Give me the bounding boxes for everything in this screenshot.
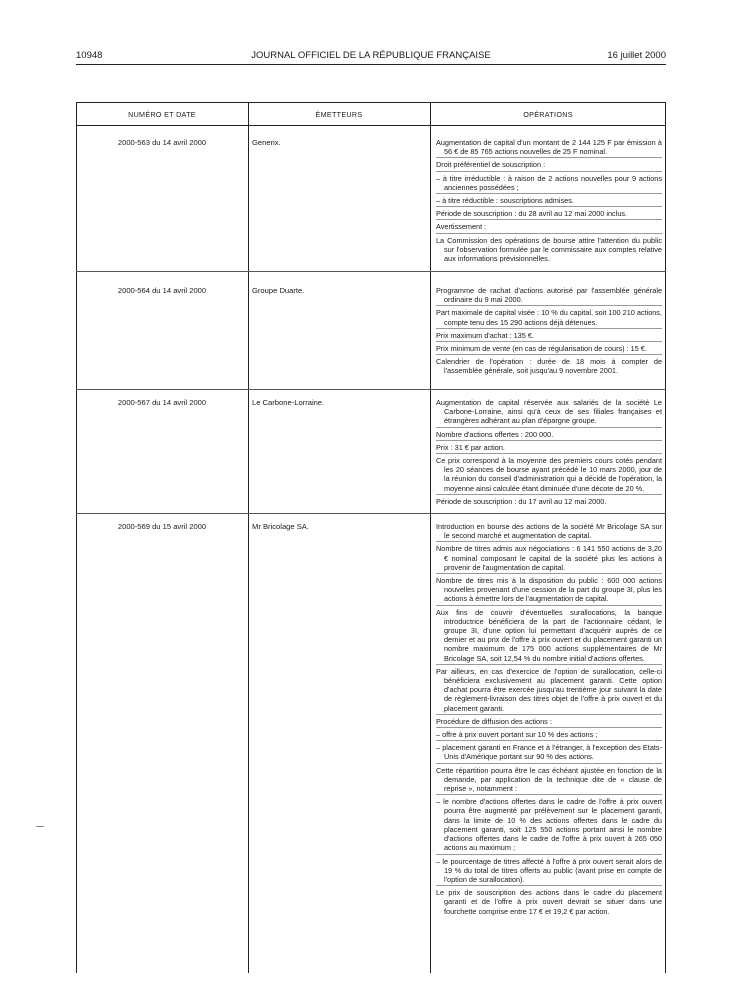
table-row (76, 393, 666, 514)
entry-operations (436, 398, 662, 509)
margin-mark (36, 826, 44, 827)
operation-line: Nombre d'actions offertes : 200 000. (436, 430, 662, 441)
entry-number-date: 2000-567 du 14 avril 2000 (117, 398, 207, 407)
entry-operations (436, 138, 662, 266)
operation-line: Part maximale de capital visée : 10 % du capital, soit 100 210 actions, compte tenu des 15 290 actions déjà détenues. (436, 308, 662, 328)
operation-line: – à titre irréductible : à raison de 2 actions nouvelles pour 9 actions anciennes possédées ; (436, 174, 662, 194)
operation-line: – offre à prix ouvert portant sur 10 % des actions ; (436, 730, 662, 741)
operation-line: La Commission des opérations de bourse attire l'attention du public sur l'observation formulée par le commissaire aux comptes relative aux informations prévisionnelles. (436, 235, 662, 264)
operation-line: Prix maximum d'achat : 135 €. (436, 331, 662, 342)
column-header-emetteurs: ÉMETTEURS (315, 110, 363, 119)
operation-line: Programme de rachat d'actions autorisé par l'assemblée générale ordinaire du 9 mai 2000. (436, 286, 662, 306)
operation-line: Le prix de souscription des actions dans le cadre du placement garanti et de l'offre à prix ouvert devrait se situer dans une fourchette comprise entre 17 € et 19,2 € par action. (436, 888, 662, 916)
entry-number-date: 2000-563 du 14 avril 2000 (117, 138, 207, 147)
entry-emitter: Generix. (252, 138, 281, 147)
operation-line: Nombre de titres admis aux négociations : 6 141 550 actions de 3,20 € nominal composant le capital de la société plus les actions à provenir de l'augmentation de capital. (436, 544, 662, 574)
operation-line: Par ailleurs, en cas d'exercice de l'option de surallocation, celle-ci bénéficiera exclusivement au placement garanti. Cette option d'achat pourra être exercée jusqu'au trentième jour suivant la date de règlement-livraison des titres objet de l'offre à prix ouvert et du placement garanti. (436, 667, 662, 715)
operation-line: Avertissement : (436, 222, 662, 233)
operation-line: Prix minimum de vente (en cas de régularisation de cours) : 15 €. (436, 344, 662, 355)
entry-number-date: 2000-569 du 15 avril 2000 (117, 522, 207, 531)
page-header (76, 50, 666, 65)
operation-line: – le pourcentage de titres affecté à l'offre à prix ouvert serait alors de 19 % du total de titres offerts au public (avant prise en compte de l'option de surallocation). (436, 857, 662, 887)
issue-date: 16 juillet 2000 (607, 50, 666, 61)
journal-title: JOURNAL OFFICIEL DE LA RÉPUBLIQUE FRANÇAISE (251, 50, 491, 61)
table-row (76, 517, 666, 967)
entry-emitter: Le Carbone-Lorraine. (252, 398, 325, 407)
entry-operations (436, 522, 662, 919)
column-header-operations: OPÉRATIONS (523, 110, 573, 119)
operation-line: Augmentation de capital réservée aux salariés de la société Le Carbone-Lorraine, ainsi qu'à ceux de ses filiales françaises et étrangères adhérant au plan d'épargne groupe. (436, 398, 662, 428)
entry-number-date: 2000-564 du 14 avril 2000 (117, 286, 207, 295)
column-header-numero: NUMÉRO ET DATE (128, 110, 196, 119)
page-number: 10948 (76, 50, 103, 61)
column-headers (76, 103, 666, 126)
operation-line: Période de souscription : du 17 avril au 12 mai 2000. (436, 496, 607, 506)
operation-line: – le nombre d'actions offertes dans le cadre de l'offre à prix ouvert pourra être augmenté par prélèvement sur le placement garanti, dans la limite de 10 % des actions offertes dans le cadre du placement garanti, soit 125 550 actions portant ainsi le nombre d'actions offertes dans le cadre de l'offre à prix ouvert à 265 050 actions au maximum ; (436, 797, 662, 854)
entry-emitter: Mr Bricolage SA. (252, 522, 309, 531)
table-row (76, 281, 666, 390)
entry-emitter: Groupe Duarte. (252, 286, 305, 295)
entry-operations (436, 286, 662, 379)
operation-line: Calendrier de l'opération : durée de 18 mois à compter de l'assemblée générale, soit jusqu'au 9 novembre 2001. (436, 357, 662, 376)
operation-line: Procédure de diffusion des actions : (436, 717, 662, 728)
operation-line: Introduction en bourse des actions de la société Mr Bricolage SA sur le second marché et augmentation de capital. (436, 522, 662, 542)
operation-line: – à titre réductible : souscriptions admises. (436, 196, 662, 207)
operation-line: – placement garanti en France et à l'étranger, à l'exception des Etats-Unis d'Amérique portant sur 90 % des actions. (436, 743, 662, 763)
operation-line: Prix : 31 € par action. (436, 443, 662, 454)
operation-line: Augmentation de capital d'un montant de 2 144 125 F par émission à 56 € de 85 765 actions nouvelles de 25 F nominal. (436, 138, 662, 158)
operation-line: Aux fins de couvrir d'éventuelles surallocations, la banque introductrice bénéficiera de la part de l'actionnaire cédant, le groupe 3I, d'une option lui permettant d'acquérir auprès de ce dernier et au prix de l'offre à prix ouvert et du placement garanti un nombre maximum de 175 000 actions supplémentaires de Mr Bricolage SA, soit 12,54 % du nombre initial d'actions offertes. (436, 608, 662, 665)
operation-line: Période de souscription : du 28 avril au 12 mai 2000 inclus. (436, 209, 662, 220)
operation-line: Nombre de titres mis à la disposition du public : 600 000 actions nouvelles provenant d'une cession de la part du groupe 3I, plus les actions à émettre lors de l'augmentation de capital. (436, 576, 662, 606)
table-row (76, 133, 666, 272)
operation-line: Droit préférentiel de souscription : (436, 160, 662, 171)
operation-line: Cette répartition pourra être le cas échéant ajustée en fonction de la demande, par application de la technique dite de « clause de reprise », notamment : (436, 766, 662, 796)
operation-line: Ce prix correspond à la moyenne des premiers cours cotés pendant les 20 séances de bourse ayant précédé le 10 mars 2000, jour de la réunion du conseil d'administration qui a décidé de l'opération, la moyenne ainsi calculée étant diminuée d'une décote de 20 %. (436, 456, 662, 495)
operations-table (76, 102, 666, 973)
